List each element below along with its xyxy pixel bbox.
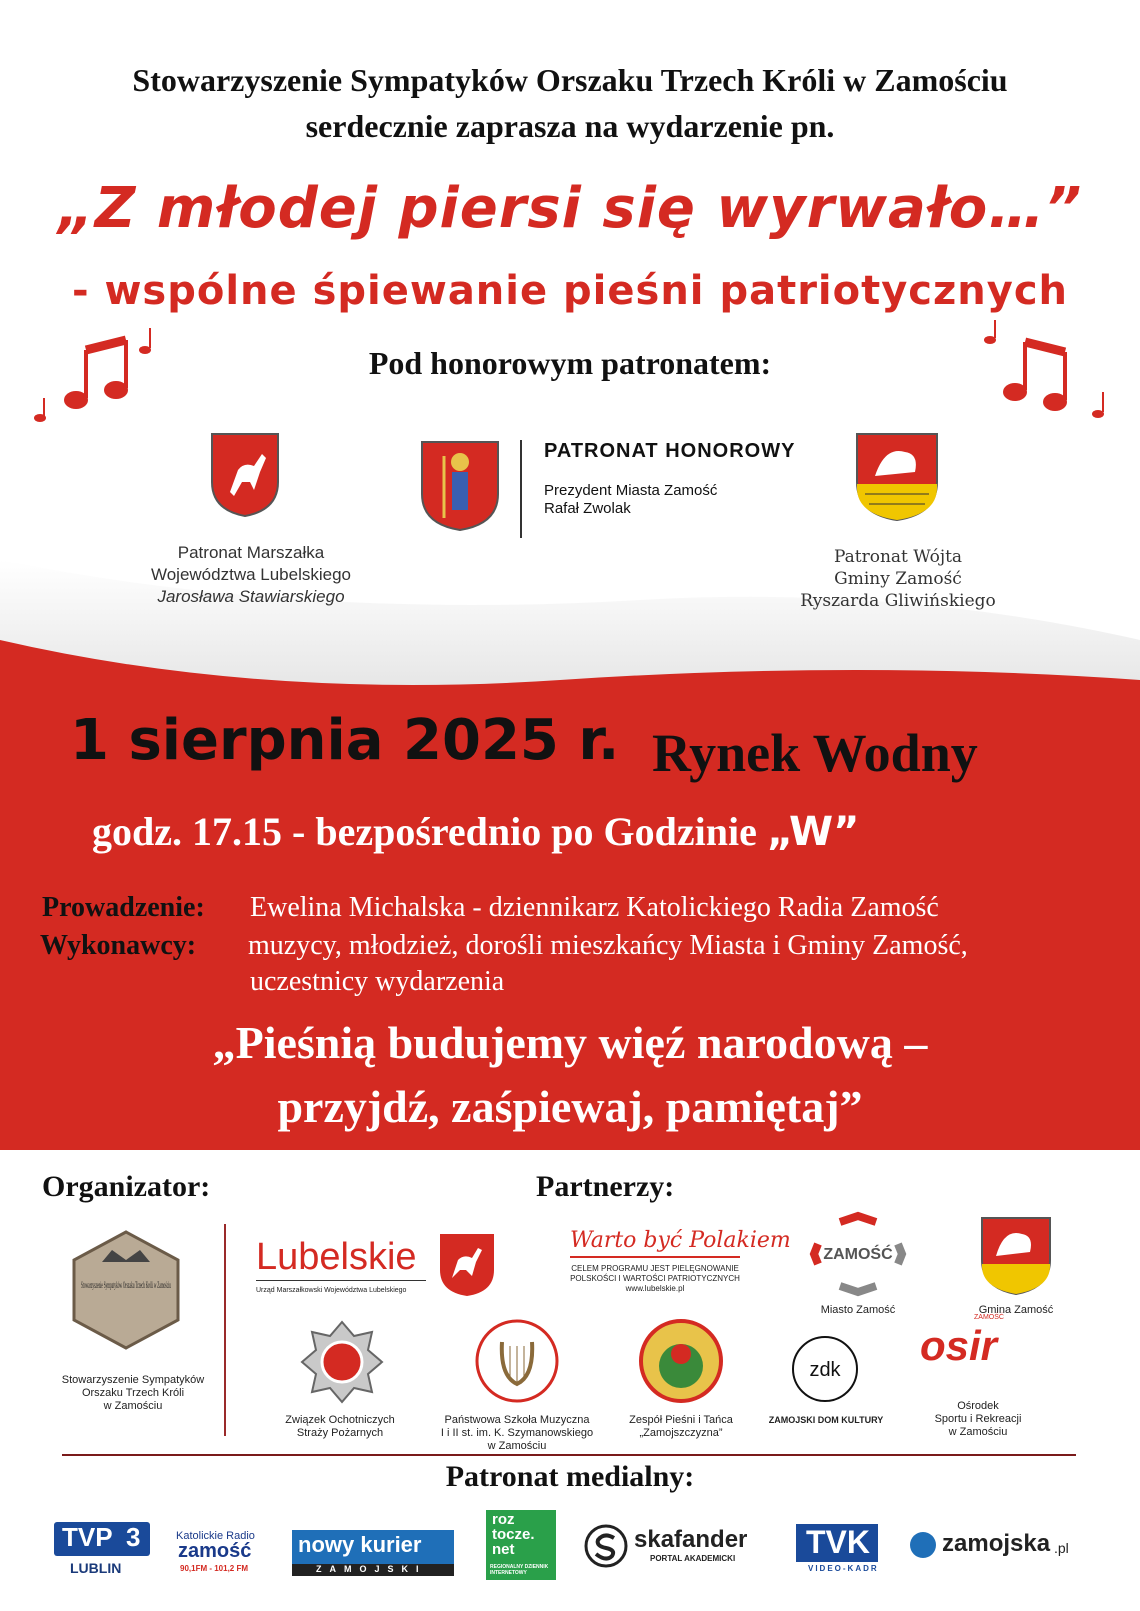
- tvk-sub: VIDEO-KADR: [808, 1564, 879, 1573]
- nk-sub: ZAMOJSKI: [316, 1564, 427, 1574]
- right-patron-line1: Patronat Wójta: [833, 547, 963, 567]
- right-patron-line3: Ryszarda Gliwińskiego: [800, 591, 996, 611]
- center-patron-line2: Rafał Zwolak: [544, 500, 631, 517]
- zamojska-pl: .pl: [1054, 1540, 1069, 1556]
- rt-line3: net: [492, 1541, 515, 1558]
- nk-logo: nowy kurier: [298, 1532, 422, 1557]
- miasto-caption: Miasto Zamość: [820, 1304, 896, 1316]
- osir-logo: osir: [920, 1322, 998, 1369]
- motto-line1: „Pieśnią budujemy więź narodową –: [212, 1017, 928, 1068]
- invite-line: serdecznie zaprasza na wydarzenie pn.: [305, 108, 835, 144]
- gmina-zamosc-coat-of-arms-icon: [855, 432, 939, 522]
- osp-logo: [300, 1320, 384, 1404]
- warto-underline: [570, 1256, 740, 1258]
- lubelskie-sub: Urząd Marszałkowski Województwa Lubelskiego: [256, 1287, 407, 1294]
- godzina-w: „W”: [766, 809, 860, 855]
- zamojska-logo: zamojska: [942, 1530, 1051, 1557]
- osir-caption3: w Zamościu: [948, 1426, 1008, 1438]
- left-patron-line2: Województwa Lubelskiego: [150, 565, 352, 584]
- partners-heading: Partnerzy:: [536, 1170, 675, 1203]
- osp-caption2: Straży Pożarnych: [296, 1427, 384, 1439]
- organizer-divider: [224, 1224, 226, 1436]
- organizer-seal-text: Stowarzyszenie Sympatyków Orszaku Trzech Króli w Zamościu: [81, 1280, 172, 1290]
- zamosc-coat-of-arms-icon: [420, 440, 500, 532]
- psm-logo: [474, 1316, 560, 1406]
- lubelskie-logo: Lubelskie: [256, 1236, 417, 1278]
- osp-caption1: Związek Ochotniczych: [285, 1414, 395, 1426]
- warto-sub2: POLSKOŚCI I WARTOŚCI PATRIOTYCZNYCH: [570, 1274, 740, 1283]
- tvp-number: 3: [126, 1522, 141, 1552]
- kr-line2: zamość: [178, 1540, 252, 1562]
- patronat-honorowy-heading: PATRONAT HONOROWY: [544, 440, 796, 462]
- performers-label: Wykonawcy:: [40, 930, 197, 961]
- gmina-zamosc-logo: [980, 1216, 1052, 1296]
- performers-value2: uczestnicy wydarzenia: [250, 966, 505, 997]
- zdk-logo-text: zdk: [809, 1359, 841, 1381]
- organizer-caption3: w Zamościu: [103, 1400, 163, 1412]
- miasto-zamosc-logo: [810, 1214, 906, 1294]
- organizer-caption1: Stowarzyszenie Sympatyków: [61, 1374, 205, 1386]
- osir-caption2: Sportu i Rekreacji: [934, 1413, 1022, 1425]
- warto-sub3: www.lubelskie.pl: [625, 1284, 685, 1293]
- rt-line1: roz: [492, 1511, 515, 1528]
- host-value: Ewelina Michalska - dziennikarz Katolickiego Radia Zamość: [250, 892, 939, 923]
- zamosc-logo-text: ZAMOŚĆ: [823, 1246, 893, 1263]
- psm-caption2: I i II st. im. K. Szymanowskiego: [440, 1427, 594, 1439]
- rt-line2: tocze.: [492, 1526, 535, 1543]
- media-heading: Patronat medialny:: [445, 1460, 695, 1493]
- organizer-line: Stowarzyszenie Sympatyków Orszaku Trzech Króli w Zamościu: [132, 62, 1008, 98]
- zpt-caption1: Zespół Pieśni i Tańca: [629, 1414, 733, 1426]
- rt-sub: REGIONALNY DZIENNIK INTERNETOWY: [490, 1564, 549, 1576]
- lubelskie-rule: [256, 1280, 426, 1281]
- zdk-logo: [790, 1334, 860, 1404]
- tvp-city: LUBLIN: [70, 1560, 122, 1576]
- osir-small: ZAMOŚĆ: [974, 1314, 1004, 1321]
- lubelskie-shield-icon: [438, 1232, 496, 1298]
- warto-sub1: CELEM PROGRAMU JEST PIELĘGNOWANIE: [571, 1264, 739, 1273]
- kr-line1: Katolickie Radio: [176, 1530, 255, 1542]
- media-divider: [62, 1454, 1076, 1456]
- event-title: „Z młodej piersi się wyrwało…”: [57, 176, 1083, 241]
- osir-caption1: Ośrodek: [957, 1400, 999, 1412]
- gmina-caption: Gmina Zamość: [978, 1304, 1054, 1316]
- tvp-logo: TVP: [62, 1522, 113, 1552]
- patron-divider: [520, 440, 522, 538]
- host-label: Prowadzenie:: [42, 892, 205, 923]
- skafander-sub: PORTAL AKADEMICKI: [650, 1554, 736, 1563]
- motto-line2: przyjdź, zaśpiewaj, pamiętaj”: [277, 1081, 863, 1132]
- organizer-heading: Organizator:: [42, 1170, 211, 1203]
- psm-caption1: Państwowa Szkoła Muzyczna: [444, 1414, 590, 1426]
- performers-value1: muzycy, młodzież, dorośli mieszkańcy Miasta i Gminy Zamość,: [248, 930, 968, 961]
- tvk-logo: TVK: [806, 1524, 870, 1560]
- event-date: 1 sierpnia 2025 r.: [70, 708, 620, 773]
- psm-caption3: w Zamościu: [487, 1440, 547, 1452]
- left-patron-line1: Patronat Marszałka: [177, 543, 325, 562]
- organizer-caption2: Orszaku Trzech Króli: [81, 1387, 185, 1399]
- zdk-caption: ZAMOJSKI DOM KULTURY: [768, 1415, 884, 1425]
- event-place: Rynek Wodny: [652, 723, 978, 783]
- right-patron-line2: Gminy Zamość: [834, 569, 962, 589]
- kr-line3: 90,1FM - 101,2 FM: [180, 1564, 249, 1573]
- zamojska-dot-icon: [910, 1532, 936, 1558]
- skafander-icon: [584, 1524, 628, 1568]
- zpt-caption2: „Zamojszczyzna”: [639, 1427, 723, 1439]
- skafander-logo: skafander: [634, 1526, 748, 1553]
- organizer-seal-logo: [66, 1228, 186, 1352]
- center-patron-line1: Prezydent Miasta Zamość: [544, 482, 718, 499]
- patronage-heading: Pod honorowym patronatem:: [368, 345, 772, 381]
- warto-logo: Warto być Polakiem: [570, 1228, 791, 1253]
- event-time: godz. 17.15 - bezpośrednio po Godzinie: [92, 809, 757, 854]
- lubelskie-coat-of-arms-icon: [210, 432, 280, 518]
- left-patron-line3: Jarosława Stawiarskiego: [157, 587, 345, 606]
- zpt-logo: [638, 1318, 724, 1404]
- event-subtitle: - wspólne śpiewanie pieśni patriotycznych: [71, 268, 1069, 314]
